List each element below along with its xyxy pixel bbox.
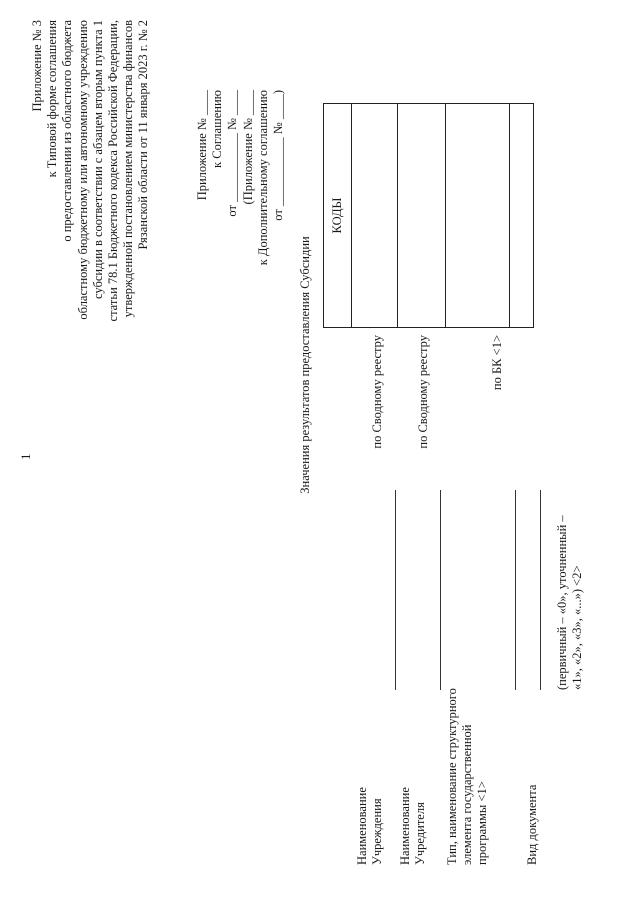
registry-code-cell-2[interactable] [398,104,446,328]
document-type-code-cell[interactable] [510,104,534,328]
founder-name-label: Наименование Учредителя [398,787,427,865]
document-type-line [540,490,541,690]
program-type-label: Тип, наименование структурного элемента государственной программы <1> [445,688,489,865]
bk-code-label: по БК <1> [490,335,504,391]
institution-name-label: Наименование Учреждения [355,787,384,865]
institution-name-line [395,490,396,690]
appendix-header [30,20,152,440]
codes-table [323,103,534,328]
document-type-label: Вид документа [525,784,539,865]
appendix-header-line: к Типовой форме соглашения [45,20,60,178]
registry-code-cell-1[interactable] [352,104,398,328]
agreement-line: от ___________ № ____ [225,90,240,217]
agreement-line: от ___________ № ____) [271,90,286,221]
program-type-line [515,490,516,690]
bk-code-cell[interactable] [446,104,510,328]
appendix-header-line: Рязанской области от 11 января 2023 г. № 2 [136,20,151,250]
registry-code-label-2: по Сводному реестру [416,335,430,449]
agreement-reference [195,90,286,290]
appendix-header-line: субсидии в соответствии с абзацем вторым пункта 1 [90,20,105,299]
appendix-header-line: Приложение № 3 [30,20,44,112]
document-type-note: (первичный – «0», уточненный – «1», «2», «3», «...») <2> [555,515,584,690]
codes-header: КОДЫ [324,104,352,328]
appendix-header-line: статьи 78.1 Бюджетного кодекса Российской Федерации, [106,20,121,322]
agreement-line: к Дополнительному соглашению [255,90,270,266]
appendix-header-line: областному бюджетному или автономному учреждению [75,20,90,320]
document-title: Значения результатов предоставления Субсидии [298,236,312,494]
appendix-header-line: о предоставлении из областного бюджета [60,20,75,242]
agreement-line: (Приложение № ____ [240,90,255,205]
page-number: 1 [18,453,33,460]
registry-code-label-1: по Сводному реестру [370,335,384,449]
agreement-line: Приложение № ____ [195,90,209,201]
appendix-header-line: утвержденной постановлением министерства финансов [121,20,136,318]
agreement-line: к Соглашению [210,90,225,168]
founder-name-line [440,490,441,690]
